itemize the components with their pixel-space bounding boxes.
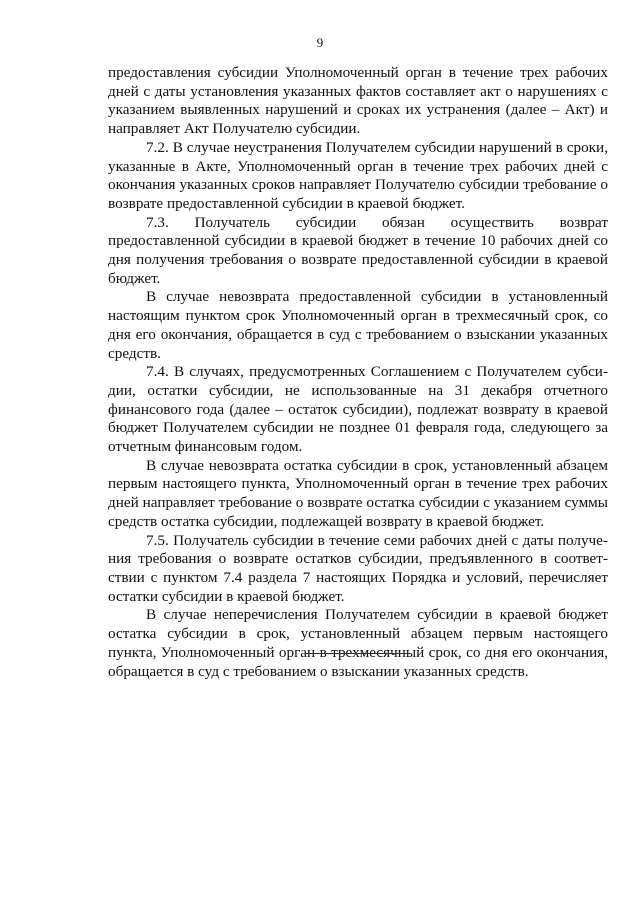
paragraph-7-5: 7.5. Получатель субсидии в течение семи рабочих дней с даты получения требования о возврате остатков субсидии, предъявленного в соответствии с пунктом 7.4 раздела 7 настоящих Порядка и условий, перечисляет остатки субсидии в краевой бюджет. <box>108 531 608 605</box>
paragraph-7-2: 7.2. В случае неустранения Получателем субсидии нарушений в сроки, указанные в Акте, Уполномоченный орган в течение трех рабочих дней с окончания указанных сроков направляет Получателю субсидии требование о возврате предоставленной субсидии в краевой бюджет. <box>108 138 608 212</box>
paragraph-7-3: 7.3. Получатель субсидии обязан осуществить возврат предоставленной субсидии в краевой бюджет в течение 10 рабочих дней со дня получения требования о возврате предоставленной субсидии в краевой бюджет. <box>108 213 608 287</box>
paragraph-7-5-transfer-failure: В случае неперечисления Получателем субсидии в краевой бюджет остатка субсидии в срок, установленный абзацем первым настоящего пункта, Уполномоченный орган в трехмесячный срок, со дня его окончания, обращается в суд с требованием о взыскании указанных средств. <box>108 606 608 680</box>
document-body <box>108 64 608 681</box>
paragraph-7-4-return-failure: В случае невозврата остатка субсидии в срок, установленный абзацем первым настоящего пункта, Уполномоченный орган в течение трех рабочих дней направляет требование о возврате остатка субсидии с указанием суммы средств остатка субсидии, подлежащей возврату в краевой бюджет. <box>108 456 608 530</box>
page-number: 9 <box>316 35 324 50</box>
paragraph-continuation: предоставления субсидии Уполномоченный орган в течение трех рабочих дней с даты установления указанных фактов составляет акт о нарушениях с указанием выявленных нарушений и сроках их устранения (далее – Акт) и направляет Акт Получателю субсидии. <box>108 64 608 138</box>
paragraph-7-4: 7.4. В случаях, предусмотренных Соглашением с Получателем субсидии, остатки субсидии, не использованные на 31 декабря отчетного финансового года (далее – остаток субсидии), подлежат возврату в краевой бюджет Получателем субсидии не позднее 01 февраля года, следующего за отчетным финансовым годом. <box>108 363 608 456</box>
end-of-document-rule <box>305 653 411 654</box>
paragraph-7-3-return-failure: В случае невозврата предоставленной субсидии в установленный настоящим пунктом срок Уполномоченный орган в трехмесячный срок, со дня его окончания, обращается в суд с требованием о взыскании указанных средств. <box>108 288 608 362</box>
